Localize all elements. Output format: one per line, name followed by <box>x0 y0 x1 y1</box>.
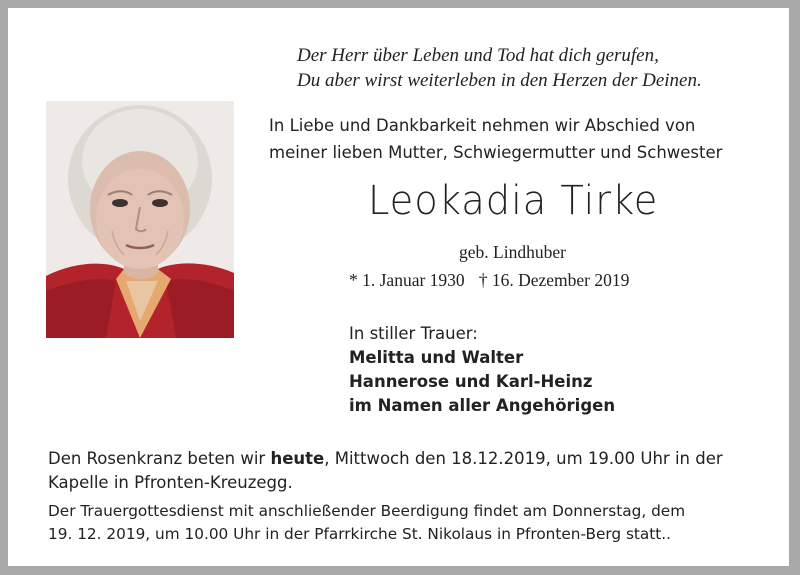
obituary-card <box>8 8 789 566</box>
portrait-photo <box>46 101 234 338</box>
service-line-1: Der Trauergottesdienst mit anschließender Beerdigung findet am Donnerstag, dem <box>48 502 686 520</box>
mourner-name: im Namen aller Angehörigen <box>349 396 616 415</box>
rosary-text-before: Den Rosenkranz beten wir <box>48 449 271 468</box>
death-date: † 16. Dezember 2019 <box>478 270 630 290</box>
farewell-line-2: meiner lieben Mutter, Schwiegermutter und Schwester <box>269 143 723 162</box>
rosary-line-1 <box>48 447 768 471</box>
verse-line-1: Der Herr über Leben und Tod hat dich gerufen, <box>297 45 659 66</box>
mourner-name: Melitta und Walter <box>349 348 524 367</box>
mourner-name: Hannerose und Karl-Heinz <box>349 372 593 391</box>
rosary-notice <box>48 447 768 495</box>
funeral-service-notice <box>48 500 768 546</box>
rosary-line-2: Kapelle in Pfronten-Kreuzegg. <box>48 473 293 492</box>
deceased-name: Leokadia Tirke <box>368 178 659 224</box>
life-dates <box>349 270 629 291</box>
rosary-text-after: , Mittwoch den 18.12.2019, um 19.00 Uhr in der <box>324 449 723 468</box>
service-line-2: 19. 12. 2019, um 10.00 Uhr in der Pfarrkirche St. Nikolaus in Pfronten-Berg statt.. <box>48 525 672 543</box>
farewell-line-1: In Liebe und Dankbarkeit nehmen wir Abschied von <box>269 116 696 135</box>
farewell-text <box>269 112 722 166</box>
verse-line-2: Du aber wirst weiterleben in den Herzen der Deinen. <box>297 70 702 91</box>
maiden-name: geb. Lindhuber <box>459 242 566 262</box>
mourners-heading: In stiller Trauer: <box>349 324 478 343</box>
birth-date: * 1. Januar 1930 <box>349 270 465 290</box>
mourners-block <box>349 322 615 418</box>
memorial-verse <box>297 43 702 93</box>
rosary-today: heute <box>270 449 325 468</box>
